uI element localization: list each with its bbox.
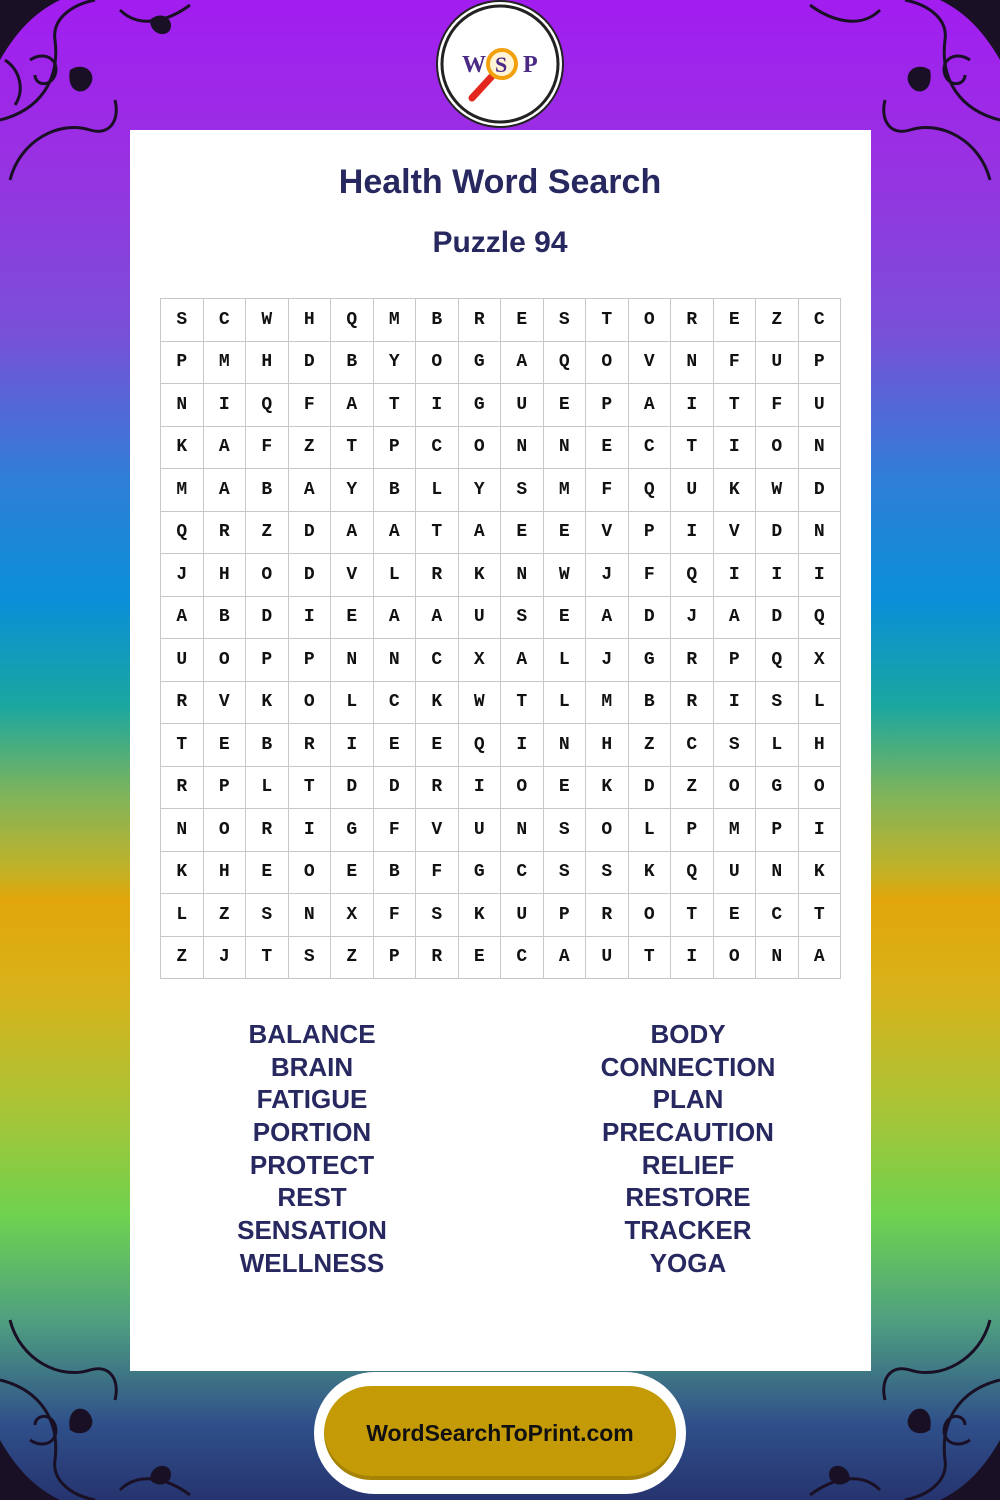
grid-cell: M <box>586 682 629 725</box>
grid-cell: R <box>246 809 289 852</box>
grid-cell: E <box>586 427 629 470</box>
grid-cell: G <box>629 639 672 682</box>
grid-cell: I <box>714 427 757 470</box>
grid-cell: E <box>501 299 544 342</box>
grid-cell: Q <box>161 512 204 555</box>
grid-cell: N <box>161 384 204 427</box>
grid-cell: H <box>246 342 289 385</box>
grid-cell: L <box>331 682 374 725</box>
grid-cell: R <box>416 767 459 810</box>
word-list-item: PRECAUTION <box>602 1117 774 1148</box>
grid-cell: V <box>629 342 672 385</box>
word-list-item: CONNECTION <box>600 1051 776 1082</box>
grid-cell: K <box>629 852 672 895</box>
grid-cell: R <box>161 682 204 725</box>
grid-cell: I <box>331 724 374 767</box>
grid-cell: U <box>586 937 629 980</box>
grid-cell: V <box>586 512 629 555</box>
grid-cell: Q <box>331 299 374 342</box>
grid-cell: I <box>671 512 714 555</box>
grid-cell: B <box>416 299 459 342</box>
word-list-item: SENSATION <box>237 1215 387 1246</box>
word-list-item: FATIGUE <box>256 1084 368 1115</box>
grid-cell: N <box>756 937 799 980</box>
grid-cell: N <box>331 639 374 682</box>
grid-cell: K <box>459 554 502 597</box>
grid-cell: P <box>204 767 247 810</box>
word-list-item: BRAIN <box>270 1051 354 1082</box>
grid-cell: F <box>586 469 629 512</box>
grid-cell: S <box>714 724 757 767</box>
word-list-item: RESTORE <box>625 1182 751 1213</box>
grid-cell: R <box>161 767 204 810</box>
grid-cell: P <box>756 809 799 852</box>
grid-cell: O <box>629 894 672 937</box>
grid-cell: L <box>544 639 587 682</box>
grid-cell: E <box>501 512 544 555</box>
grid-cell: I <box>714 682 757 725</box>
grid-cell: O <box>799 767 842 810</box>
grid-cell: G <box>756 767 799 810</box>
grid-cell: C <box>501 937 544 980</box>
grid-cell: Z <box>246 512 289 555</box>
grid-cell: Z <box>161 937 204 980</box>
grid-cell: N <box>756 852 799 895</box>
grid-cell: P <box>544 894 587 937</box>
wsp-logo <box>438 2 562 126</box>
grid-cell: P <box>246 639 289 682</box>
grid-cell: E <box>331 852 374 895</box>
grid-cell: A <box>714 597 757 640</box>
grid-cell: Q <box>246 384 289 427</box>
grid-cell: N <box>671 342 714 385</box>
grid-cell: J <box>671 597 714 640</box>
grid-cell: A <box>544 937 587 980</box>
grid-cell: A <box>629 384 672 427</box>
grid-cell: U <box>501 894 544 937</box>
grid-cell: A <box>331 512 374 555</box>
grid-cell: R <box>671 682 714 725</box>
grid-cell: K <box>459 894 502 937</box>
grid-cell: L <box>544 682 587 725</box>
grid-cell: T <box>289 767 332 810</box>
grid-cell: Q <box>756 639 799 682</box>
puzzle-number: Puzzle 94 <box>432 226 568 259</box>
grid-cell: C <box>799 299 842 342</box>
grid-cell: U <box>501 384 544 427</box>
grid-cell: H <box>799 724 842 767</box>
grid-cell: B <box>204 597 247 640</box>
grid-cell: Y <box>459 469 502 512</box>
word-list-item: REST <box>277 1182 347 1213</box>
grid-cell: R <box>671 299 714 342</box>
grid-cell: X <box>459 639 502 682</box>
grid-cell: I <box>501 724 544 767</box>
grid-cell: H <box>289 299 332 342</box>
grid-cell: Q <box>799 597 842 640</box>
grid-cell: I <box>289 597 332 640</box>
grid-cell: M <box>204 342 247 385</box>
grid-cell: Z <box>629 724 672 767</box>
grid-cell: C <box>416 427 459 470</box>
grid-cell: L <box>756 724 799 767</box>
grid-cell: T <box>671 427 714 470</box>
grid-cell: C <box>204 299 247 342</box>
grid-cell: G <box>459 852 502 895</box>
grid-cell: B <box>246 724 289 767</box>
grid-cell: S <box>586 852 629 895</box>
grid-cell: E <box>374 724 417 767</box>
grid-cell: U <box>459 597 502 640</box>
grid-cell: U <box>799 384 842 427</box>
grid-cell: E <box>416 724 459 767</box>
grid-cell: N <box>501 809 544 852</box>
grid-cell: T <box>416 512 459 555</box>
grid-cell: T <box>671 894 714 937</box>
grid-cell: F <box>289 384 332 427</box>
grid-cell: P <box>629 512 672 555</box>
grid-cell: R <box>416 554 459 597</box>
grid-cell: O <box>586 809 629 852</box>
word-list-item: BODY <box>650 1019 726 1049</box>
grid-cell: A <box>501 639 544 682</box>
grid-cell: C <box>629 427 672 470</box>
grid-cell: A <box>289 469 332 512</box>
grid-cell: A <box>374 512 417 555</box>
grid-cell: E <box>204 724 247 767</box>
grid-cell: I <box>799 809 842 852</box>
grid-cell: D <box>246 597 289 640</box>
grid-cell: P <box>374 427 417 470</box>
grid-cell: F <box>246 427 289 470</box>
grid-cell: T <box>161 724 204 767</box>
grid-cell: O <box>289 852 332 895</box>
grid-cell: S <box>501 597 544 640</box>
grid-cell: I <box>204 384 247 427</box>
grid-cell: I <box>459 767 502 810</box>
grid-cell: H <box>586 724 629 767</box>
word-list-right <box>538 1018 838 1280</box>
grid-cell: D <box>799 469 842 512</box>
grid-cell: D <box>756 597 799 640</box>
grid-cell: X <box>799 639 842 682</box>
grid-cell: D <box>756 512 799 555</box>
grid-cell: M <box>714 809 757 852</box>
grid-cell: A <box>374 597 417 640</box>
grid-cell: G <box>459 342 502 385</box>
grid-cell: P <box>586 384 629 427</box>
word-list-item: PLAN <box>652 1084 724 1115</box>
grid-cell: A <box>501 342 544 385</box>
grid-cell: Z <box>289 427 332 470</box>
grid-cell: I <box>799 554 842 597</box>
grid-cell: P <box>799 342 842 385</box>
word-list-item: PORTION <box>252 1117 372 1148</box>
grid-cell: L <box>246 767 289 810</box>
grid-cell: R <box>204 512 247 555</box>
grid-cell: D <box>629 767 672 810</box>
grid-cell: O <box>714 937 757 980</box>
grid-cell: K <box>161 852 204 895</box>
word-list-item: RELIEF <box>641 1149 735 1180</box>
grid-cell: U <box>714 852 757 895</box>
grid-cell: Z <box>204 894 247 937</box>
grid-cell: P <box>671 809 714 852</box>
grid-cell: N <box>161 809 204 852</box>
grid-cell: Z <box>671 767 714 810</box>
grid-cell: I <box>714 554 757 597</box>
grid-cell: L <box>799 682 842 725</box>
grid-cell: O <box>204 809 247 852</box>
grid-cell: E <box>331 597 374 640</box>
grid-cell: B <box>374 852 417 895</box>
grid-cell: R <box>416 937 459 980</box>
grid-cell: X <box>331 894 374 937</box>
grid-cell: I <box>289 809 332 852</box>
grid-cell: J <box>204 937 247 980</box>
grid-cell: O <box>204 639 247 682</box>
grid-cell: F <box>714 342 757 385</box>
grid-cell: K <box>799 852 842 895</box>
grid-cell: Q <box>671 852 714 895</box>
grid-cell: B <box>246 469 289 512</box>
grid-cell: T <box>501 682 544 725</box>
grid-cell: T <box>799 894 842 937</box>
grid-cell: U <box>459 809 502 852</box>
grid-cell: Q <box>459 724 502 767</box>
grid-cell: V <box>416 809 459 852</box>
grid-cell: W <box>756 469 799 512</box>
grid-cell: M <box>161 469 204 512</box>
grid-cell: A <box>204 427 247 470</box>
grid-cell: Y <box>374 342 417 385</box>
grid-cell: I <box>756 554 799 597</box>
grid-cell: T <box>246 937 289 980</box>
grid-cell: E <box>246 852 289 895</box>
grid-cell: Z <box>756 299 799 342</box>
grid-cell: Z <box>331 937 374 980</box>
grid-cell: L <box>629 809 672 852</box>
grid-cell: F <box>629 554 672 597</box>
logo-letter-w: W <box>462 52 486 78</box>
grid-cell: O <box>459 427 502 470</box>
grid-cell: E <box>459 937 502 980</box>
grid-cell: W <box>544 554 587 597</box>
grid-cell: O <box>501 767 544 810</box>
grid-cell: T <box>714 384 757 427</box>
website-link-button[interactable]: WordSearchToPrint.com <box>324 1386 676 1480</box>
grid-cell: N <box>501 427 544 470</box>
grid-cell: N <box>544 724 587 767</box>
grid-cell: I <box>416 384 459 427</box>
grid-cell: Q <box>629 469 672 512</box>
grid-cell: G <box>331 809 374 852</box>
grid-cell: T <box>374 384 417 427</box>
grid-cell: A <box>459 512 502 555</box>
grid-cell: B <box>629 682 672 725</box>
grid-cell: A <box>586 597 629 640</box>
grid-cell: R <box>671 639 714 682</box>
grid-cell: P <box>374 937 417 980</box>
grid-cell: H <box>204 852 247 895</box>
grid-cell: V <box>204 682 247 725</box>
grid-cell: C <box>416 639 459 682</box>
grid-cell: O <box>246 554 289 597</box>
logo-letter-s: S <box>495 52 508 77</box>
grid-cell: T <box>331 427 374 470</box>
grid-cell: G <box>459 384 502 427</box>
grid-cell: E <box>544 767 587 810</box>
grid-cell: S <box>246 894 289 937</box>
grid-cell: K <box>161 427 204 470</box>
grid-cell: U <box>756 342 799 385</box>
grid-cell: E <box>544 597 587 640</box>
grid-cell: N <box>289 894 332 937</box>
grid-cell: O <box>289 682 332 725</box>
grid-cell: W <box>246 299 289 342</box>
grid-cell: A <box>331 384 374 427</box>
grid-cell: E <box>714 299 757 342</box>
grid-cell: N <box>374 639 417 682</box>
word-list-item: BALANCE <box>248 1019 376 1049</box>
grid-cell: F <box>756 384 799 427</box>
word-list-item: WELLNESS <box>239 1247 385 1278</box>
grid-cell: R <box>459 299 502 342</box>
grid-cell: S <box>756 682 799 725</box>
grid-cell: S <box>544 809 587 852</box>
grid-cell: K <box>416 682 459 725</box>
grid-cell: A <box>799 937 842 980</box>
grid-cell: F <box>416 852 459 895</box>
logo-letter-p: P <box>523 52 538 78</box>
grid-cell: M <box>544 469 587 512</box>
grid-cell: O <box>629 299 672 342</box>
grid-cell: D <box>331 767 374 810</box>
page-title: Health Word Search <box>338 163 662 201</box>
grid-cell: A <box>161 597 204 640</box>
letter-grid <box>160 298 841 979</box>
grid-cell: N <box>501 554 544 597</box>
grid-cell: J <box>161 554 204 597</box>
grid-cell: N <box>799 427 842 470</box>
grid-cell: K <box>246 682 289 725</box>
grid-cell: M <box>374 299 417 342</box>
grid-cell: E <box>544 512 587 555</box>
grid-cell: N <box>799 512 842 555</box>
grid-cell: J <box>586 639 629 682</box>
grid-cell: L <box>161 894 204 937</box>
grid-cell: V <box>714 512 757 555</box>
grid-cell: A <box>204 469 247 512</box>
grid-cell: O <box>714 767 757 810</box>
grid-cell: L <box>416 469 459 512</box>
grid-cell: T <box>629 937 672 980</box>
grid-cell: F <box>374 894 417 937</box>
grid-cell: I <box>671 384 714 427</box>
grid-cell: W <box>459 682 502 725</box>
grid-cell: S <box>501 469 544 512</box>
grid-cell: D <box>289 554 332 597</box>
grid-cell: B <box>374 469 417 512</box>
grid-cell: I <box>671 937 714 980</box>
grid-cell: H <box>204 554 247 597</box>
word-list-item: YOGA <box>649 1247 727 1278</box>
grid-cell: A <box>416 597 459 640</box>
grid-cell: B <box>331 342 374 385</box>
grid-cell: V <box>331 554 374 597</box>
grid-cell: R <box>586 894 629 937</box>
word-list-item: TRACKER <box>624 1215 752 1246</box>
grid-cell: D <box>289 512 332 555</box>
grid-cell: E <box>544 384 587 427</box>
grid-cell: O <box>416 342 459 385</box>
grid-cell: S <box>289 937 332 980</box>
grid-cell: D <box>629 597 672 640</box>
grid-cell: F <box>374 809 417 852</box>
word-list-item: PROTECT <box>249 1149 375 1180</box>
grid-cell: D <box>289 342 332 385</box>
grid-cell: S <box>161 299 204 342</box>
grid-cell: C <box>671 724 714 767</box>
grid-cell: S <box>544 852 587 895</box>
grid-cell: P <box>714 639 757 682</box>
grid-cell: C <box>756 894 799 937</box>
grid-cell: P <box>289 639 332 682</box>
grid-cell: R <box>289 724 332 767</box>
grid-cell: S <box>416 894 459 937</box>
grid-cell: E <box>714 894 757 937</box>
grid-cell: K <box>714 469 757 512</box>
grid-cell: Q <box>671 554 714 597</box>
grid-cell: O <box>756 427 799 470</box>
word-list-left <box>162 1018 462 1280</box>
grid-cell: K <box>586 767 629 810</box>
grid-cell: U <box>161 639 204 682</box>
grid-cell: Q <box>544 342 587 385</box>
grid-cell: S <box>544 299 587 342</box>
grid-cell: N <box>544 427 587 470</box>
grid-cell: C <box>374 682 417 725</box>
grid-cell: C <box>501 852 544 895</box>
grid-cell: Y <box>331 469 374 512</box>
grid-cell: O <box>586 342 629 385</box>
grid-cell: J <box>586 554 629 597</box>
grid-cell: L <box>374 554 417 597</box>
grid-cell: D <box>374 767 417 810</box>
grid-cell: T <box>586 299 629 342</box>
grid-cell: U <box>671 469 714 512</box>
grid-cell: P <box>161 342 204 385</box>
